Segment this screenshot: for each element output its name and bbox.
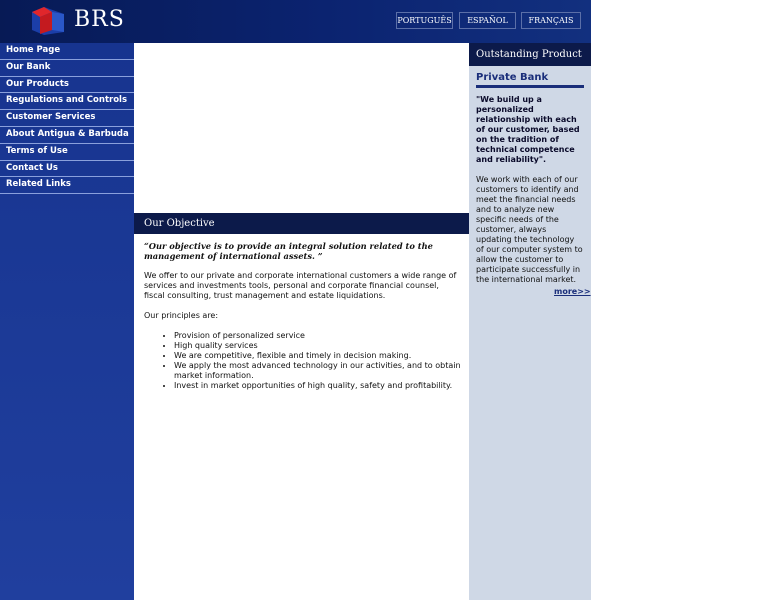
product-quote: "We build up a personalized relationship with each of our customer, based on the tradition of technical competence and reliability". xyxy=(476,95,580,164)
brand-name[interactable]: BRS xyxy=(74,7,125,32)
list-item: • We apply the most advanced technology in our activities, and to obtain market information. xyxy=(174,361,462,381)
product-subtitle[interactable]: Private Bank xyxy=(476,72,584,88)
nav-terms-of-use[interactable]: Terms of Use xyxy=(0,144,134,161)
more-link[interactable]: more>> xyxy=(554,287,591,296)
list-item: • Provision of personalized service xyxy=(174,331,462,341)
nav-related-links[interactable]: Related Links xyxy=(0,177,134,194)
nav-contact-us[interactable]: Contact Us xyxy=(0,161,134,178)
lang-espanol-button[interactable]: ESPAÑOL xyxy=(459,12,516,29)
list-item: • High quality services xyxy=(174,341,462,351)
objective-body xyxy=(144,241,462,391)
principles-list xyxy=(144,331,462,391)
nav-regulations-and-controls[interactable]: Regulations and Controls xyxy=(0,93,134,110)
product-description: We work with each of our customers to identify and meet the financial needs and to analyze new specific needs of the customer, always updating the technology of our computer system to allow the customer to participate successfully in the international market. xyxy=(476,175,583,284)
nav-home-page[interactable]: Home Page xyxy=(0,43,134,60)
objective-intro: We offer to our private and corporate international customers a wide range of services and investments tools, personal and corporate financial counsel, fiscal consulting, trust management and estate liquidations. xyxy=(144,271,457,300)
section-title: Our Objective xyxy=(134,213,469,234)
nav-our-products[interactable]: Our Products xyxy=(0,77,134,94)
header-bar xyxy=(0,0,591,43)
list-item: • We are competitive, flexible and timely in decision making. xyxy=(174,351,462,361)
outstanding-product-panel xyxy=(469,43,591,600)
nav-about-antigua-barbuda[interactable]: About Antigua & Barbuda xyxy=(0,127,134,144)
objective-quote: “Our objective is to provide an integral solution related to the management of international assets. ” xyxy=(144,241,433,261)
lang-francais-button[interactable]: FRANÇAIS xyxy=(521,12,581,29)
sidebar-nav xyxy=(0,43,134,600)
nav-customer-services[interactable]: Customer Services xyxy=(0,110,134,127)
brs-logo-icon[interactable] xyxy=(30,6,66,36)
panel-title: Outstanding Product xyxy=(469,43,591,66)
principles-label: Our principles are: xyxy=(144,311,219,320)
lang-portugues-button[interactable]: PORTUGUÊS xyxy=(396,12,453,29)
nav-our-bank[interactable]: Our Bank xyxy=(0,60,134,77)
main-content xyxy=(134,43,469,600)
list-item: • Invest in market opportunities of high quality, safety and profitability. xyxy=(174,381,462,391)
